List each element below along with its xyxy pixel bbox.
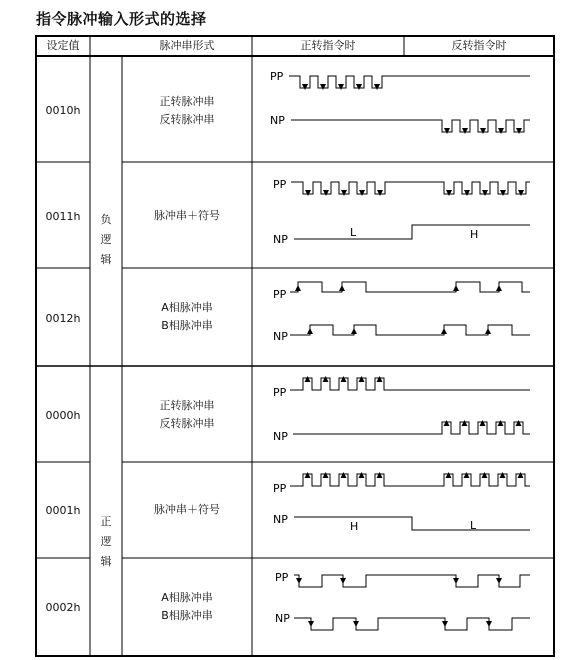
np-label: NP <box>273 330 288 343</box>
rising-edge-arrow <box>307 328 313 334</box>
pulse-form <box>122 299 252 335</box>
rising-edge-arrow <box>377 472 383 478</box>
pulse-form-line: 脉冲串＋符号 <box>154 209 220 222</box>
falling-edge-arrow <box>518 190 524 196</box>
pulse-form-line: B相脉冲串 <box>161 609 213 622</box>
pulse-form-line: A相脉冲串 <box>161 301 213 314</box>
rising-edge-arrow <box>359 472 365 478</box>
falling-edge-arrow <box>464 190 470 196</box>
pulse-form-line: A相脉冲串 <box>161 591 213 604</box>
pulse-form-line: B相脉冲串 <box>161 319 213 332</box>
rising-edge-arrow <box>323 472 329 478</box>
rising-edge-arrow <box>341 472 347 478</box>
pulse-form-line: 正转脉冲串 <box>159 399 215 412</box>
rising-edge-arrow <box>518 472 524 478</box>
falling-edge-arrow <box>308 621 314 627</box>
rising-edge-arrow <box>480 420 486 426</box>
rising-edge-arrow <box>496 285 502 291</box>
falling-edge-arrow <box>377 190 383 196</box>
rising-edge-arrow <box>500 472 506 478</box>
falling-edge-arrow <box>341 190 347 196</box>
pulse-form-line: 正转脉冲串 <box>159 95 215 108</box>
falling-edge-arrow <box>480 128 486 134</box>
np-waveform <box>294 225 530 239</box>
falling-edge-arrow <box>340 578 346 584</box>
pulse-form-line: 反转脉冲串 <box>159 417 215 430</box>
falling-edge-arrow <box>446 190 452 196</box>
pp-label: PP <box>270 70 284 83</box>
pp-label: PP <box>273 288 287 301</box>
pulse-form-line: 反转脉冲串 <box>159 113 215 126</box>
falling-edge-arrow <box>323 190 329 196</box>
header-reverse: 反转指令时 <box>451 39 507 52</box>
high-level-label: H <box>470 228 479 241</box>
rising-edge-arrow <box>341 376 347 382</box>
falling-edge-arrow <box>500 190 506 196</box>
rising-edge-arrow <box>516 420 522 426</box>
falling-edge-arrow <box>496 578 502 584</box>
falling-edge-arrow <box>442 621 448 627</box>
logic-char: 辑 <box>100 253 112 266</box>
rising-edge-arrow <box>351 328 357 334</box>
np-label: NP <box>273 233 288 246</box>
pp-label: PP <box>275 571 289 584</box>
rising-edge-arrow <box>446 472 452 478</box>
np-waveform <box>294 517 530 530</box>
falling-edge-arrow <box>516 128 522 134</box>
pp-label: PP <box>273 178 287 191</box>
rising-edge-arrow <box>498 420 504 426</box>
pulse-form <box>122 397 252 433</box>
header-form: 脉冲串形式 <box>159 39 215 52</box>
falling-edge-arrow <box>482 190 488 196</box>
pulse-form <box>122 501 252 519</box>
setting-code: 0011h <box>45 210 81 223</box>
falling-edge-arrow <box>374 84 380 90</box>
np-label: NP <box>273 430 288 443</box>
setting-code: 0001h <box>45 504 81 517</box>
pp-waveform <box>289 76 530 88</box>
rising-edge-arrow <box>377 376 383 382</box>
rising-edge-arrow <box>464 472 470 478</box>
falling-edge-arrow <box>498 128 504 134</box>
falling-edge-arrow <box>320 84 326 90</box>
falling-edge-arrow <box>296 578 302 584</box>
rising-edge-arrow <box>444 420 450 426</box>
rising-edge-arrow <box>323 376 329 382</box>
rising-edge-arrow <box>441 328 447 334</box>
np-label: NP <box>273 513 288 526</box>
falling-edge-arrow <box>338 84 344 90</box>
pp-label: PP <box>273 482 287 495</box>
falling-edge-arrow <box>453 578 459 584</box>
logic-char: 正 <box>100 515 112 528</box>
np-label: NP <box>270 114 285 127</box>
pulse-form <box>122 207 252 225</box>
rising-edge-arrow <box>339 285 345 291</box>
rising-edge-arrow <box>359 376 365 382</box>
np-waveform <box>291 120 530 132</box>
logic-char: 逻 <box>100 233 112 246</box>
falling-edge-arrow <box>486 621 492 627</box>
np-waveform <box>294 618 530 630</box>
falling-edge-arrow <box>462 128 468 134</box>
pp-waveform <box>290 282 530 292</box>
negative-logic-label <box>90 210 122 270</box>
header-forward: 正转指令时 <box>300 39 356 52</box>
np-label: NP <box>275 612 290 625</box>
setting-code: 0000h <box>45 409 81 422</box>
pp-label: PP <box>273 386 287 399</box>
pulse-form <box>122 93 252 129</box>
falling-edge-arrow <box>305 190 311 196</box>
setting-code: 0002h <box>45 601 81 614</box>
rising-edge-arrow <box>462 420 468 426</box>
page-title: 指令脉冲输入形式的选择 <box>36 10 207 28</box>
logic-char: 辑 <box>100 555 112 568</box>
np-waveform <box>293 422 530 434</box>
rising-edge-arrow <box>305 472 311 478</box>
falling-edge-arrow <box>359 190 365 196</box>
high-level-label: H <box>350 520 359 533</box>
logic-char: 负 <box>100 213 112 226</box>
low-level-label: L <box>470 519 477 532</box>
setting-code: 0010h <box>45 104 81 117</box>
positive-logic-label <box>90 512 122 572</box>
falling-edge-arrow <box>353 621 359 627</box>
rising-edge-arrow <box>295 285 301 291</box>
falling-edge-arrow <box>444 128 450 134</box>
logic-char: 逻 <box>100 535 112 548</box>
falling-edge-arrow <box>356 84 362 90</box>
np-waveform <box>290 325 530 335</box>
setting-code: 0012h <box>45 312 81 325</box>
rising-edge-arrow <box>485 328 491 334</box>
pulse-form <box>122 589 252 625</box>
pp-waveform <box>294 575 530 587</box>
rising-edge-arrow <box>482 472 488 478</box>
falling-edge-arrow <box>302 84 308 90</box>
header-setting: 设定值 <box>46 39 80 52</box>
pulse-form-line: 脉冲串＋符号 <box>154 503 220 516</box>
rising-edge-arrow <box>305 376 311 382</box>
rising-edge-arrow <box>453 285 459 291</box>
low-level-label: L <box>350 226 357 239</box>
